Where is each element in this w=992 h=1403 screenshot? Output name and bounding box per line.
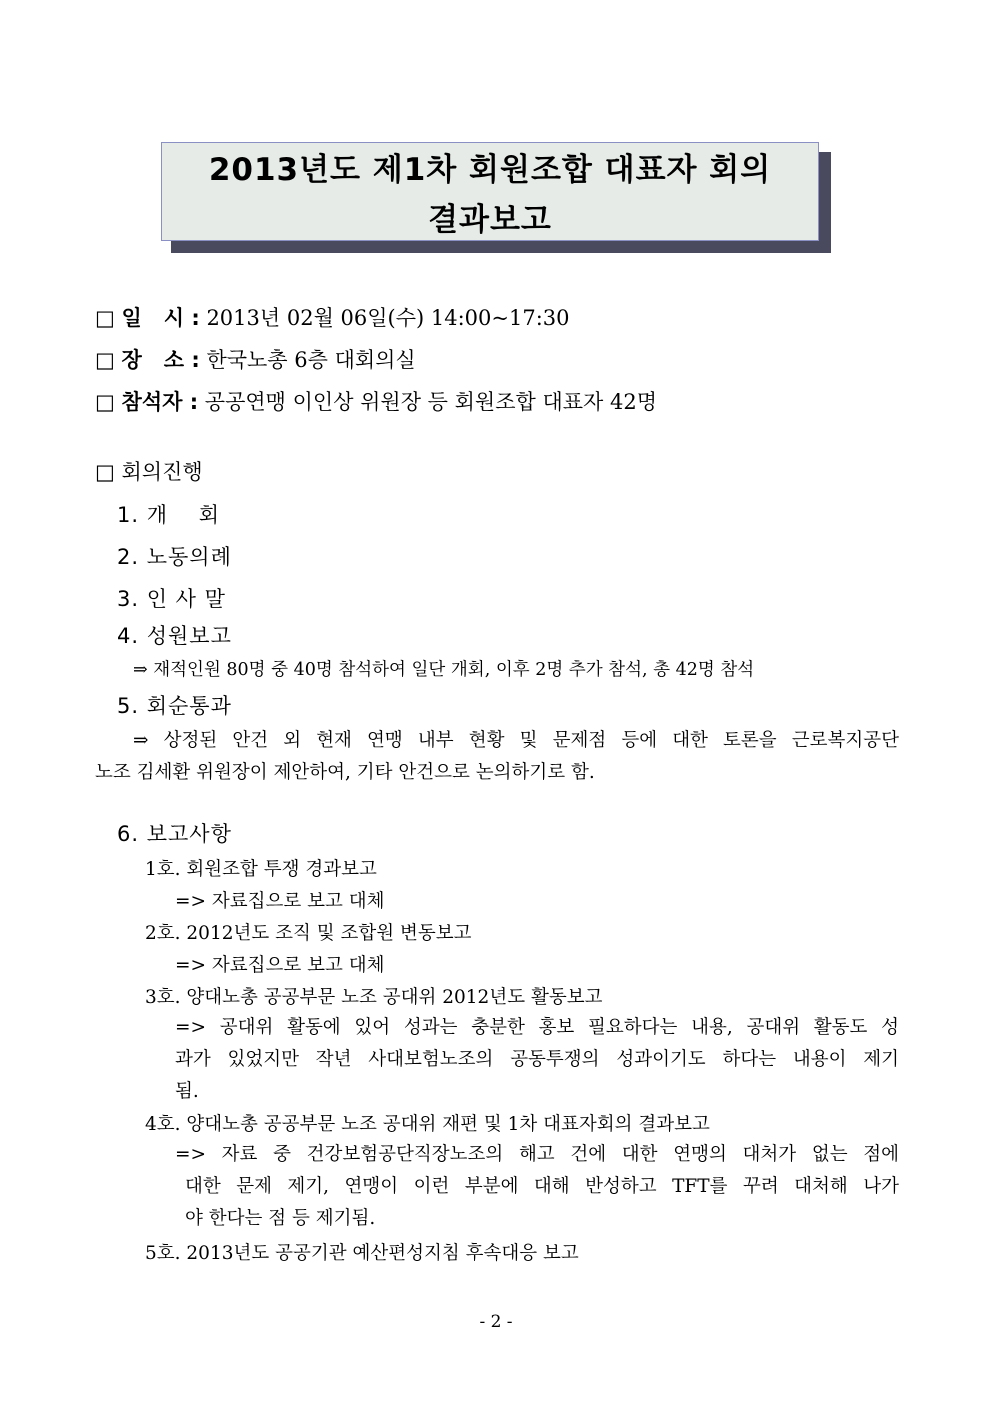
report-note-1: => 자료집으로 보고 대체 [175, 891, 385, 912]
checkbox-bullet: □ [95, 390, 115, 414]
info-label-attendees: 참석자 : [121, 390, 199, 414]
report-note-2: => 자료집으로 보고 대체 [175, 955, 385, 976]
title-box [161, 142, 819, 241]
proceeding-item-agenda: 5. 회순통과 [117, 694, 232, 718]
proceeding-item-opening: 1. 개 회 [117, 503, 220, 527]
page-number: - 2 - [479, 1312, 513, 1332]
info-location [95, 345, 416, 375]
info-attendees [95, 387, 657, 417]
report-note-4-line2: 대한 문제 제기, 연맹이 이런 부분에 대해 반성하고 TFT를 꾸려 대처해 나가 [185, 1176, 899, 1197]
proceeding-note-agenda-line1: ⇒ 상정된 안건 외 현재 연맹 내부 현황 및 문제점 등에 대한 토론을 근로복지공단 [133, 730, 899, 751]
report-note-3-line2: 과가 있었지만 작년 사대보험노조의 공동투쟁의 성과이기도 하다는 내용이 제기 [175, 1049, 899, 1070]
report-note-4-line1: => 자료 중 건강보험공단직장노조의 해고 건에 대한 연맹의 대처가 없는 점에 [175, 1144, 899, 1165]
info-label-datetime: 일 시 : [121, 306, 200, 330]
document-title-line2: 결과보고 [428, 202, 552, 238]
report-note-3-line3: 됨. [175, 1081, 199, 1102]
info-value-datetime: 2013년 02월 06일(수) 14:00~17:30 [206, 306, 570, 330]
info-value-attendees: 공공연맹 이인상 위원장 등 회원조합 대표자 42명 [204, 390, 658, 414]
info-datetime [95, 303, 570, 333]
report-item-3: 3호. 양대노총 공공부문 노조 공대위 2012년도 활동보고 [145, 987, 603, 1008]
proceeding-item-quorum: 4. 성원보고 [117, 624, 232, 648]
checkbox-bullet: □ [95, 348, 115, 372]
report-item-1: 1호. 회원조합 투쟁 경과보고 [145, 859, 377, 880]
proceeding-item-greeting: 3. 인 사 말 [117, 587, 226, 611]
proceeding-note-quorum: ⇒ 재적인원 80명 중 40명 참석하여 일단 개회, 이후 2명 추가 참석, 총 42명 참석 [133, 660, 755, 680]
info-value-location: 한국노총 6층 대회의실 [206, 348, 416, 372]
section-heading-reports: 6. 보고사항 [117, 822, 232, 846]
document-title-line1: 2013년도 제1차 회원조합 대표자 회의 [208, 152, 772, 188]
info-label-location: 장 소 : [121, 348, 200, 372]
proceeding-item-ritual: 2. 노동의례 [117, 545, 232, 569]
report-item-5: 5호. 2013년도 공공기관 예산편성지침 후속대응 보고 [145, 1243, 579, 1264]
report-item-4: 4호. 양대노총 공공부문 노조 공대위 재편 및 1차 대표자회의 결과보고 [145, 1114, 710, 1135]
report-item-2: 2호. 2012년도 조직 및 조합원 변동보고 [145, 923, 472, 944]
report-note-3-line1: => 공대위 활동에 있어 성과는 충분한 홍보 필요하다는 내용, 공대위 활동도 성 [175, 1017, 899, 1038]
report-note-4-line3: 야 한다는 점 등 제기됨. [185, 1208, 376, 1229]
checkbox-bullet: □ [95, 306, 115, 330]
section-heading-proceedings: □ 회의진행 [95, 460, 203, 484]
proceeding-note-agenda-line2: 노조 김세환 위원장이 제안하여, 기타 안건으로 논의하기로 함. [95, 762, 595, 783]
